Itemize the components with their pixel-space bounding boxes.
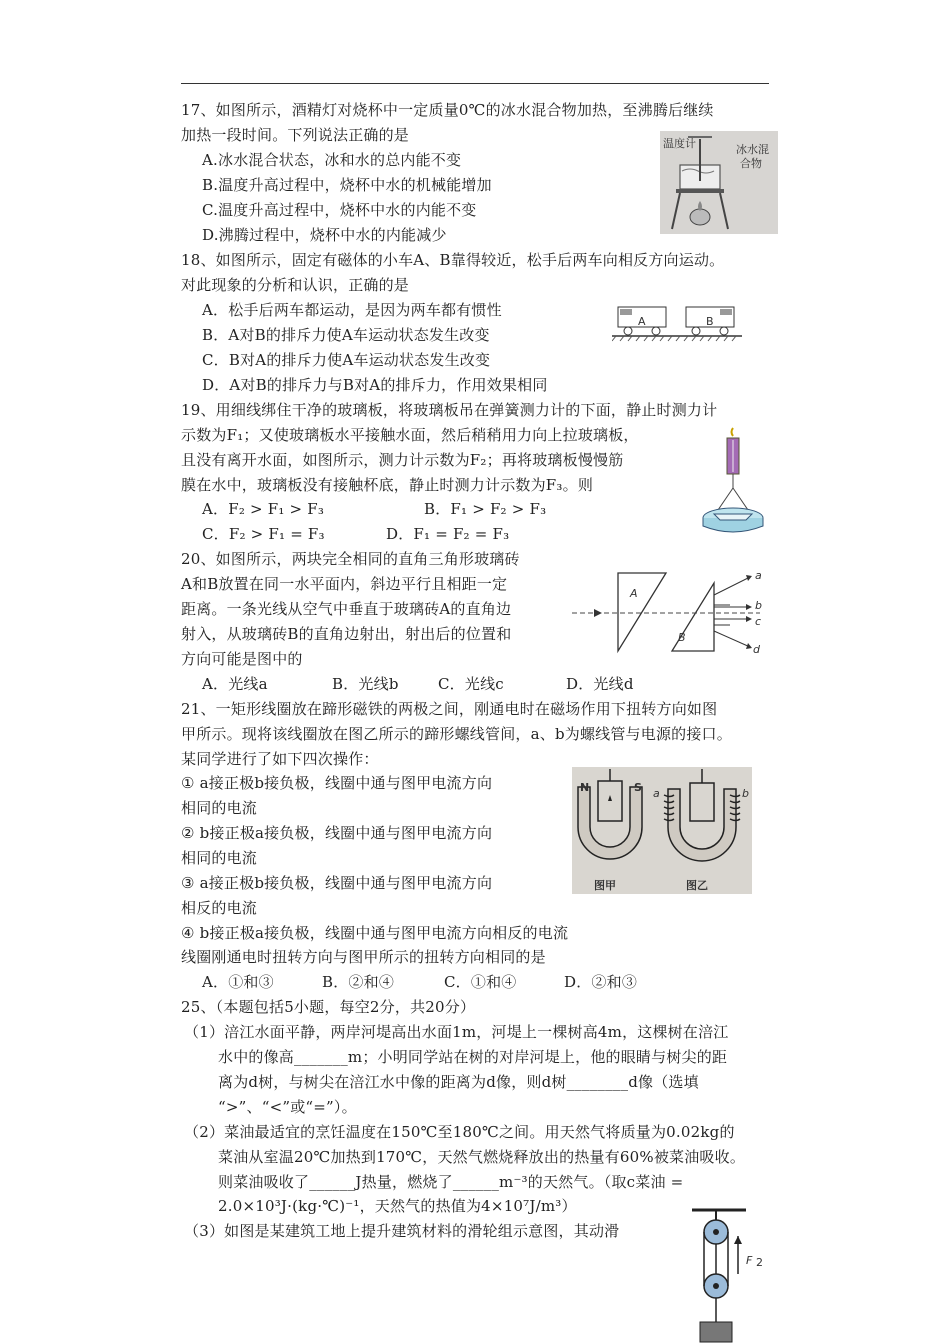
q25-header: 25、（本题包括5小题，每空2分，共20分） (181, 998, 476, 1016)
q21-op1-line1: ① a接正极b接负极，线圈中通与图甲电流方向 (181, 774, 493, 792)
q20-stem-line2: A和B放置在同一水平面内，斜边平行且相距一定 (181, 575, 508, 593)
q21-option-a: A．①和③ (202, 973, 274, 991)
q21-op3-line1: ③ a接正极b接负极，线圈中通与图甲电流方向 (181, 874, 493, 892)
q17-figure (660, 131, 778, 234)
q25-part3-line1: （3）如图是某建筑工地上提升建筑材料的滑轮组示意图，其动滑 (184, 1222, 620, 1240)
q20-label-ray-a: a (755, 569, 762, 582)
q21-label-b: b (742, 787, 749, 800)
q21-op2-line2: 相同的电流 (181, 849, 258, 867)
q20-label-brick-b: B (678, 631, 686, 644)
q20-stem-line1: 20、如图所示，两块完全相同的直角三角形玻璃砖 (181, 550, 520, 568)
q21-option-c: C．①和④ (444, 973, 517, 991)
q18-option-b: B．A对B的排斥力使A车运动状态发生改变 (202, 326, 490, 344)
q18-option-c: C．B对A的排斥力使A车运动状态发生改变 (202, 351, 491, 369)
q25-part1-line4: “>”、“<”或“=”）。 (218, 1098, 357, 1116)
q25-part1-line1: （1）涪江水面平静，两岸河堤高出水面1m，河堤上一棵树高4m，这棵树在涪江 (184, 1023, 729, 1041)
q19-option-a: A．F₂ > F₁ > F₃ (202, 500, 325, 518)
q17-option-d: D.沸腾过程中，烧杯中水的内能减少 (202, 226, 447, 244)
q21-label-s: S (634, 781, 642, 794)
header-rule (181, 83, 769, 84)
q19-option-c: C．F₂ > F₁ = F₃ (202, 525, 325, 543)
q20-figure (572, 565, 764, 657)
q20-label-ray-b: b (755, 599, 762, 612)
q19-stem-line3: 且没有离开水面，如图所示，测力计示数为F₂；再将玻璃板慢慢筋 (181, 451, 624, 469)
q18-option-d: D．A对B的排斥力与B对A的排斥力，作用效果相同 (202, 376, 548, 394)
q21-figure (572, 767, 752, 894)
q20-label-ray-d: d (753, 643, 760, 656)
q18-option-a: A．松手后两车都运动，是因为两车都有惯性 (202, 301, 502, 319)
q20-stem-line4: 射入，从玻璃砖B的直角边射出，射出后的位置和 (181, 625, 512, 643)
q25-label-force-num: 2 (756, 1256, 763, 1269)
q19-option-b: B．F₁ > F₂ > F₃ (424, 500, 547, 518)
q21-stem-line2: 甲所示。现将该线圈放在图乙所示的蹄形螺线管间，a、b为螺线管与电源的接口。 (181, 725, 732, 743)
q17-label-mixture-2: 合物 (740, 157, 762, 170)
q17-label-thermometer: 温度计 (663, 137, 696, 150)
q21-option-d: D．②和③ (564, 973, 638, 991)
q19-figure (700, 426, 766, 534)
q18-stem-line2: 对此现象的分析和认识，正确的是 (181, 276, 410, 294)
q17-stem-line1: 17、如图所示，酒精灯对烧杯中一定质量0℃的冰水混合物加热，至沸腾后继续 (181, 101, 714, 119)
q20-stem-line5: 方向可能是图中的 (181, 650, 303, 668)
q17-option-c: C.温度升高过程中，烧杯中水的内能不变 (202, 201, 477, 219)
q20-label-ray-c: c (755, 615, 762, 628)
q25-part1-line2: 水中的像高_______m；小明同学站在树的对岸河堤上，他的眼睛与树尖的距 (218, 1048, 728, 1066)
q21-label-n: N (580, 781, 590, 794)
q25-figure (676, 1204, 772, 1344)
q17-option-b: B.温度升高过程中，烧杯中水的机械能增加 (202, 176, 492, 194)
q25-label-force: F (746, 1254, 753, 1267)
q19-stem-line4: 膜在水中，玻璃板没有接触杯底，静止时测力计示数为F₃。则 (181, 476, 594, 494)
q20-label-brick-a: A (630, 587, 638, 600)
q21-op4: ④ b接正极a接负极，线圈中通与图甲电流方向相反的电流 (181, 924, 569, 942)
q20-stem-line3: 距离。一条光线从空气中垂直于玻璃砖A的直角边 (181, 600, 512, 618)
q21-op3-line2: 相反的电流 (181, 899, 258, 917)
q21-option-b: B．②和④ (322, 973, 395, 991)
q17-stem-line2: 加热一段时间。下列说法正确的是 (181, 126, 410, 144)
q21-caption-yi: 图乙 (686, 879, 708, 892)
q20-option-a: A．光线a (202, 675, 268, 693)
q20-option-b: B．光线b (332, 675, 399, 693)
q25-part1-line3: 离为d树，与树尖在涪江水中像的距离为d像，则d树________d像（选填 (218, 1073, 699, 1091)
q18-figure (612, 303, 742, 345)
q20-option-c: C．光线c (438, 675, 504, 693)
q19-stem-line1: 19、用细线绑住干净的玻璃板，将玻璃板吊在弹簧测力计的下面，静止时测力计 (181, 401, 718, 419)
q17-option-a: A.冰水混合状态，冰和水的总内能不变 (202, 151, 462, 169)
q21-op1-line2: 相同的电流 (181, 799, 258, 817)
q20-option-d: D．光线d (566, 675, 634, 693)
q21-stem-line1: 21、一矩形线圈放在蹄形磁铁的两极之间，刚通电时在磁场作用下扭转方向如图 (181, 700, 718, 718)
q21-stem-line3: 某同学进行了如下四次操作： (181, 750, 379, 768)
q25-part2-line2: 菜油从室温20℃加热到170℃，天然气燃烧释放出的热量有60%被菜油吸收。 (218, 1148, 746, 1166)
q25-part2-line1: （2）菜油最适宜的烹饪温度在150℃至180℃之间。用天然气将质量为0.02kg的 (184, 1123, 735, 1141)
q19-option-d: D．F₁ = F₂ = F₃ (386, 525, 510, 543)
q25-part2-line3: 则菜油吸收了______J热量，燃烧了______m⁻³的天然气。（取c菜油 = (218, 1173, 684, 1191)
q21-op2-line1: ② b接正极a接负极，线圈中通与图甲电流方向 (181, 824, 493, 842)
q18-label-b: B (706, 315, 714, 328)
q19-stem-line2: 示数为F₁；又使玻璃板水平接触水面，然后稍稍用力向上拉玻璃板， (181, 426, 639, 444)
q17-label-mixture-1: 冰水混 (736, 143, 769, 156)
q21-question: 线圈刚通电时扭转方向与图甲所示的扭转方向相同的是 (181, 948, 546, 966)
q18-label-a: A (638, 315, 646, 328)
q25-part2-line4: 2.0×10³J·(kg·℃)⁻¹，天然气的热值为4×10⁷J/m³） (218, 1197, 577, 1215)
q21-caption-jia: 图甲 (594, 879, 616, 892)
q18-stem-line1: 18、如图所示，固定有磁体的小车A、B靠得较近，松手后两车向相反方向运动。 (181, 251, 725, 269)
q21-label-a: a (653, 787, 660, 800)
